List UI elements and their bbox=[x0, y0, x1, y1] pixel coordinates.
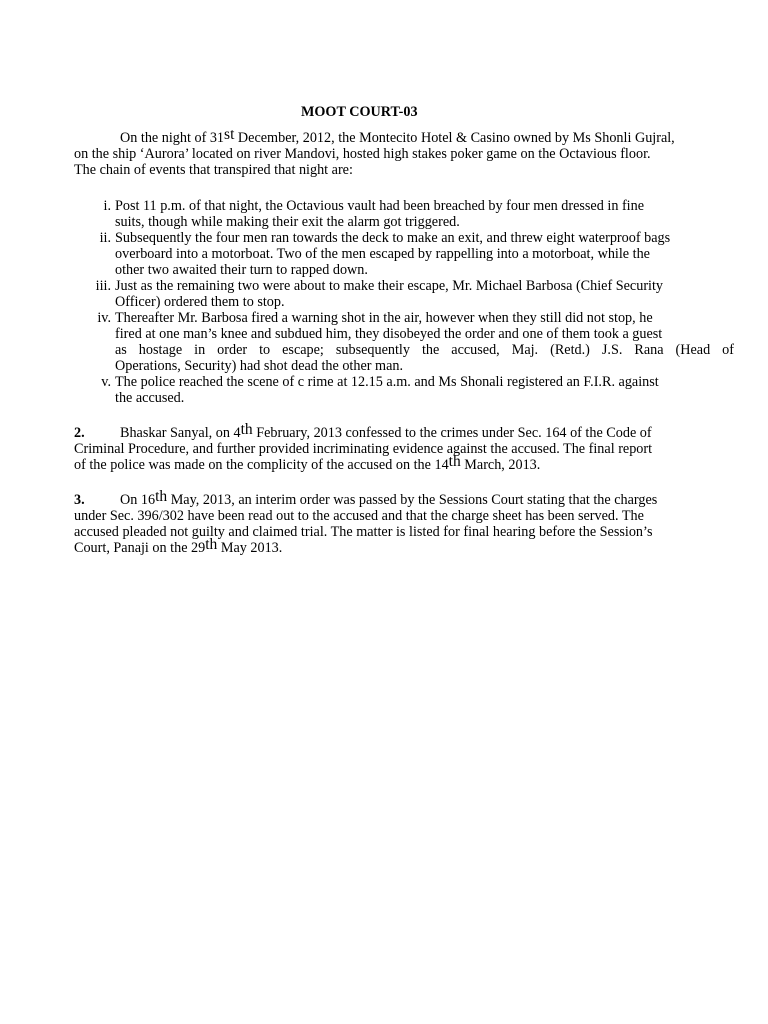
event-item-4 bbox=[74, 310, 734, 374]
para3-superscript: th bbox=[205, 536, 218, 553]
para3-line4-start: Court, Panaji on the 29 bbox=[74, 540, 206, 556]
event-line: Operations, Security) had shot dead the other man. bbox=[115, 358, 404, 374]
intro-superscript: st bbox=[224, 126, 235, 143]
para2-line1-rest: February, 2013 confessed to the crimes under Sec. 164 of the Code of bbox=[252, 425, 652, 441]
paragraph-2 bbox=[74, 421, 714, 473]
event-line: Just as the remaining two were about to make their escape, Mr. Michael Barbosa (Chief Security bbox=[115, 278, 664, 294]
event-line: Officer) ordered them to stop. bbox=[115, 294, 285, 310]
paragraph-number: 3. bbox=[74, 492, 85, 508]
intro-paragraph bbox=[74, 126, 714, 178]
event-item-2 bbox=[74, 230, 734, 278]
paragraph-3 bbox=[74, 488, 714, 556]
event-number: i. bbox=[103, 198, 111, 214]
intro-line1-rest: December, 2012, the Montecito Hotel & Casino owned by Ms Shonli Gujral, bbox=[234, 130, 675, 146]
event-line: The police reached the scene of c rime at 12.15 a.m. and Ms Shonali registered an F.I.R. against bbox=[115, 374, 659, 390]
event-line: Post 11 p.m. of that night, the Octavious vault had been breached by four men dressed in fine bbox=[115, 198, 645, 214]
para2-line3-start: of the police was made on the complicity of the accused on the 14 bbox=[74, 457, 449, 473]
event-line: fired at one man’s knee and subdued him, they disobeyed the order and one of them took a guest bbox=[115, 326, 663, 342]
event-item-5 bbox=[74, 374, 734, 406]
para3-text-start: On 16 bbox=[120, 492, 156, 508]
para3-superscript: th bbox=[155, 488, 168, 505]
para2-superscript: th bbox=[448, 453, 461, 470]
event-line: the accused. bbox=[115, 390, 185, 406]
para3-line2: under Sec. 396/302 have been read out to the accused and that the charge sheet has been served. The bbox=[74, 508, 644, 524]
event-line: Thereafter Mr. Barbosa fired a warning shot in the air, however when they still did not stop, he bbox=[115, 310, 653, 326]
event-line: other two awaited their turn to rapped down. bbox=[115, 262, 368, 278]
event-number: v. bbox=[101, 374, 111, 390]
paragraph-number: 2. bbox=[74, 425, 85, 441]
event-item-3 bbox=[74, 278, 734, 310]
para2-superscript: th bbox=[240, 421, 253, 438]
event-line: Subsequently the four men ran towards the deck to make an exit, and threw eight waterproof bags bbox=[115, 230, 671, 246]
intro-line3: The chain of events that transpired that night are: bbox=[74, 162, 353, 178]
event-line: overboard into a motorboat. Two of the men escaped by rappelling into a motorboat, while the bbox=[115, 246, 650, 262]
para3-line3: accused pleaded not guilty and claimed trial. The matter is listed for final hearing before the Session’s bbox=[74, 524, 653, 540]
para2-text-start: Bhaskar Sanyal, on 4 bbox=[120, 425, 241, 441]
event-number: ii. bbox=[99, 230, 111, 246]
events-list bbox=[74, 198, 734, 406]
event-number: iv. bbox=[97, 310, 111, 326]
event-line-justified: as hostage in order to escape; subsequently the accused, Maj. (Retd.) J.S. Rana (Head of bbox=[115, 342, 734, 358]
document-title: MOOT COURT-03 bbox=[301, 104, 418, 120]
intro-text-start: On the night of 31 bbox=[120, 130, 225, 146]
intro-line2: on the ship ‘Aurora’ located on river Mandovi, hosted high stakes poker game on the Octavious floor. bbox=[74, 146, 651, 162]
event-line: suits, though while making their exit the alarm got triggered. bbox=[115, 214, 460, 230]
event-number: iii. bbox=[95, 278, 111, 294]
event-item-1 bbox=[74, 198, 734, 230]
para2-line2: Criminal Procedure, and further provided incriminating evidence against the accused. The final report bbox=[74, 441, 653, 457]
para2-line3-rest: March, 2013. bbox=[460, 457, 541, 473]
para3-line1-rest: May, 2013, an interim order was passed by the Sessions Court stating that the charges bbox=[167, 492, 658, 508]
para3-line4-rest: May 2013. bbox=[217, 540, 283, 556]
